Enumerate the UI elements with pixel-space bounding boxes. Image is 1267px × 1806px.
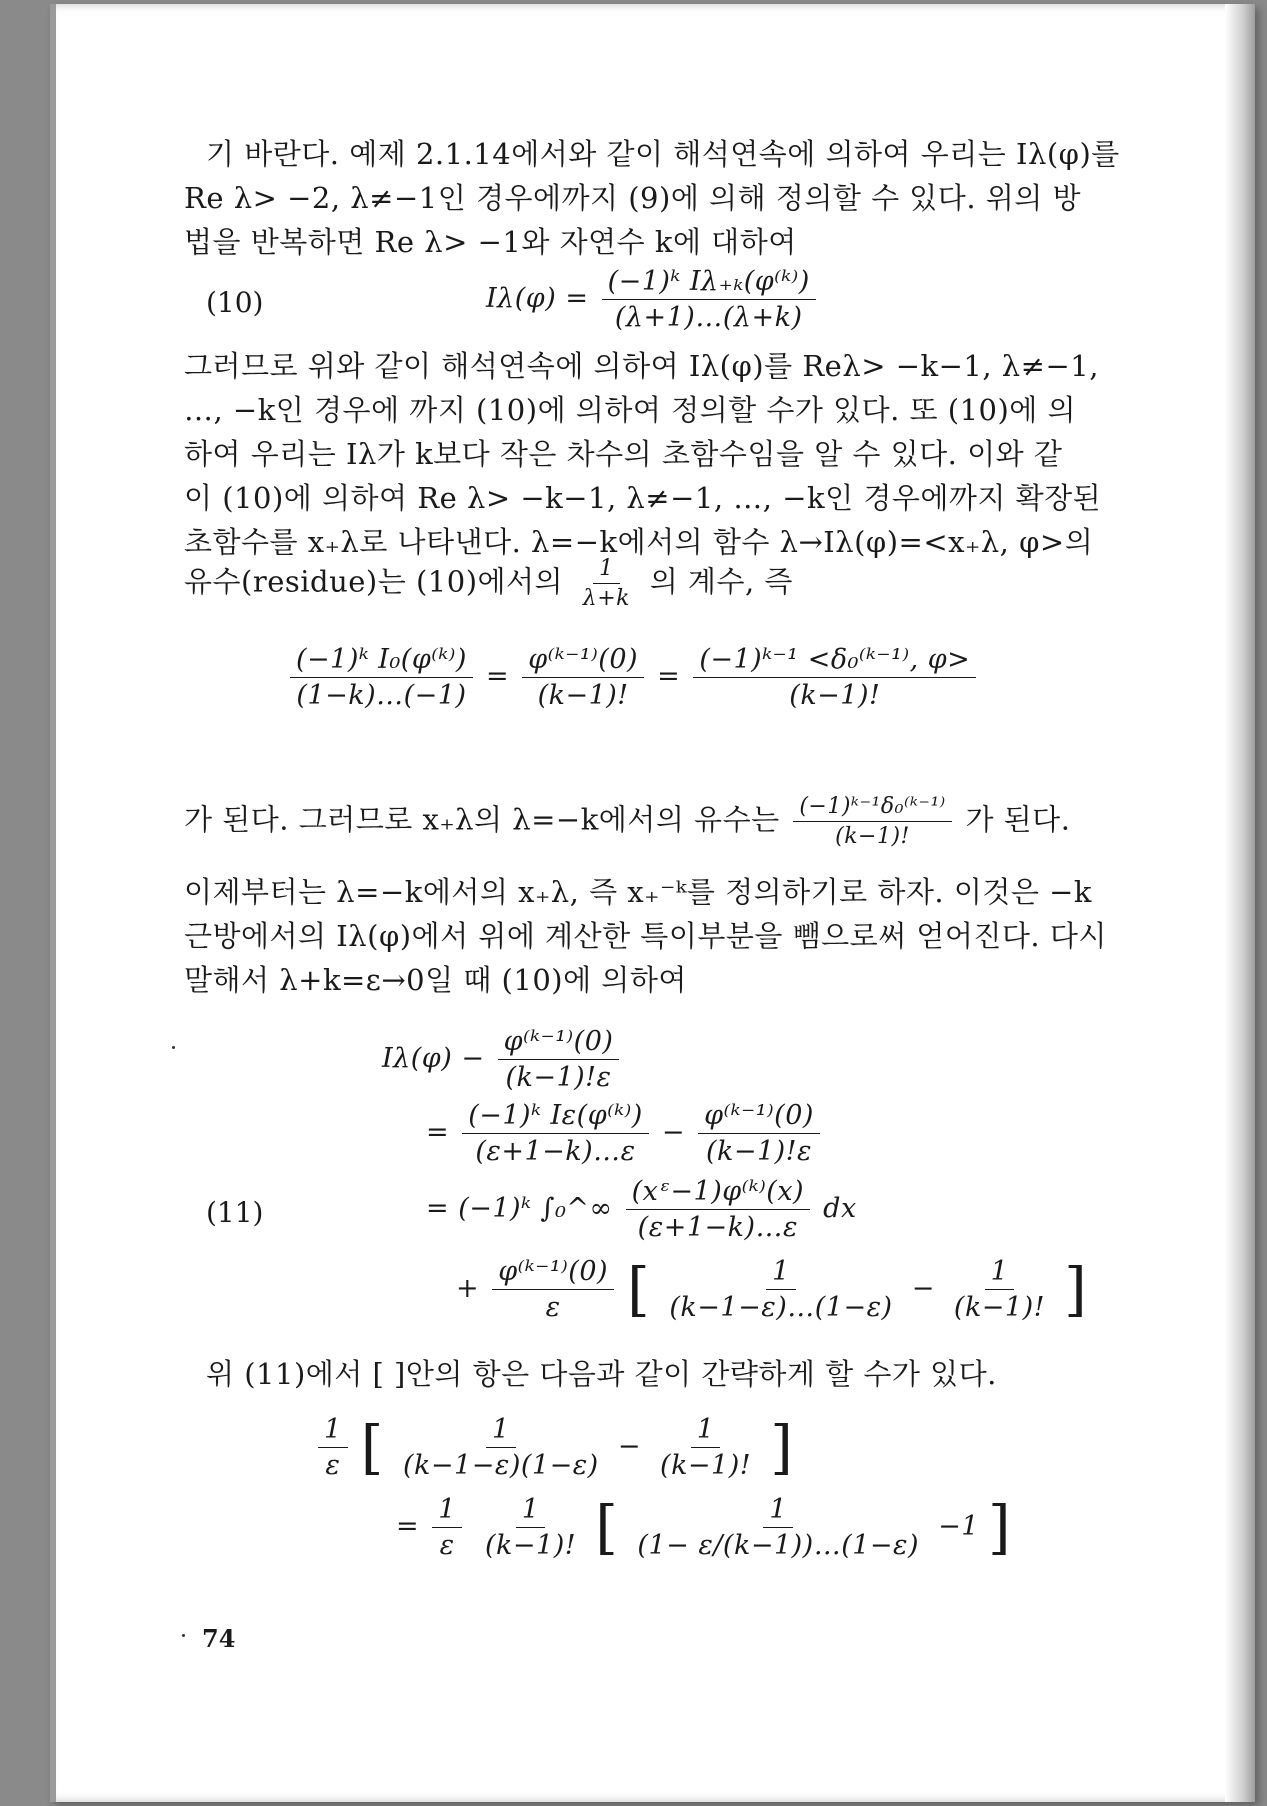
- residue-value-fraction: [793, 794, 951, 849]
- text-line-12: 근방에서의 Iλ(φ)에서 위에 계산한 특이부분을 뺌으로써 얻어진다. 다시: [184, 919, 1107, 953]
- eq11-line1-den: (k−1)!ε: [505, 1062, 612, 1093]
- residue-eq-frac-2-num: φ⁽ᵏ⁻¹⁾(0): [522, 644, 644, 678]
- eq11-line4-b-num: 1: [766, 1256, 796, 1290]
- equation-10: [486, 266, 820, 333]
- page-number: 74: [202, 1624, 236, 1653]
- eq11-line3-num: (xᵋ−1)φ⁽ᵏ⁾(x): [626, 1176, 810, 1210]
- eq10-fraction: [602, 266, 816, 333]
- equation-11-line-3: [426, 1176, 857, 1243]
- residue-eq-frac-2-den: (k−1)!: [537, 680, 629, 711]
- text-line-4: 그러므로 위와 같이 해석연속에 의하여 Iλ(φ)를 Reλ> −k−1, λ≠−1,: [184, 349, 1099, 383]
- text-line-7: 이 (10)에 의하여 Re λ> −k−1, λ≠−1, …, −k인 경우에까지 확장된: [184, 481, 1102, 515]
- residue-equation: [286, 644, 980, 711]
- book-page: [50, 4, 1255, 1802]
- text-line-13: 말해서 λ+k=ε→0일 때 (10)에 의하여: [184, 963, 687, 997]
- eq11-line4-frac-a: [492, 1256, 614, 1323]
- text-line-6: 하여 우리는 Iλ가 k보다 작은 차수의 초함수임을 알 수 있다. 이와 같: [184, 437, 1063, 471]
- residue-value-numerator: (−1)ᵏ⁻¹δ₀⁽ᵏ⁻¹⁾: [793, 794, 951, 822]
- equation-11-line-4: [456, 1256, 1087, 1323]
- text-line-3: 법을 반복하면 Re λ> −1와 자연수 k에 대하여: [184, 225, 797, 259]
- simp1-frac-a: [318, 1414, 348, 1481]
- plus-sign: +: [456, 1273, 480, 1304]
- text-line-9b: 의 계수, 즉: [649, 564, 793, 599]
- simp1-frac-c: [654, 1414, 757, 1481]
- equation-11-line-2: [426, 1100, 824, 1167]
- eq11-line2-a-num: (−1)ᵏ Iε(φ⁽ᵏ⁾): [462, 1100, 649, 1134]
- equals-sign: =: [396, 1511, 420, 1542]
- page-binding-shadow: [1225, 4, 1255, 1802]
- eq11-line1-frac: [498, 1026, 620, 1093]
- close-bracket: ]: [1064, 1255, 1088, 1324]
- eq11-line4-b-den: (k−1−ε)…(1−ε): [669, 1292, 893, 1323]
- close-bracket: ]: [770, 1413, 794, 1482]
- simp2-c-num: 1: [763, 1494, 793, 1528]
- minus-sign: −: [661, 1117, 685, 1148]
- eq11-line2-b-num: φ⁽ᵏ⁻¹⁾(0): [698, 1100, 820, 1134]
- eq11-line1-num: φ⁽ᵏ⁻¹⁾(0): [498, 1026, 620, 1060]
- eq10-lhs: Iλ(φ) =: [486, 283, 589, 314]
- residue-eq-frac-3-den: (k−1)!: [789, 680, 881, 711]
- residue-eq-frac-1-num: (−1)ᵏ I₀(φ⁽ᵏ⁾): [290, 644, 473, 678]
- simp2-a-den: ε: [439, 1530, 455, 1561]
- simp1-b-den: (k−1−ε)(1−ε): [403, 1450, 599, 1481]
- residue-eq-frac-2: [522, 644, 644, 711]
- eq11-line4-a-num: φ⁽ᵏ⁻¹⁾(0): [492, 1256, 614, 1290]
- eq11-line2-b-den: (k−1)!ε: [705, 1136, 813, 1167]
- simp2-b-num: 1: [516, 1494, 546, 1528]
- eq11-line3-dx: dx: [823, 1193, 857, 1224]
- text-line-10: [184, 794, 1070, 849]
- scan-speck: [172, 1046, 175, 1049]
- text-line-5: …, −k인 경우에 까지 (10)에 의하여 정의할 수가 있다. 또 (10)에 의: [184, 393, 1077, 427]
- simp1-frac-b: [397, 1414, 605, 1481]
- simplification-line-2: [396, 1494, 1011, 1561]
- residue-fraction: [577, 556, 636, 611]
- equals-sign: =: [485, 661, 510, 692]
- text-line-10a: 가 된다. 그러므로 x₊λ의 λ=−k에서의 유수는: [184, 802, 780, 837]
- residue-numerator: 1: [593, 556, 620, 584]
- eq11-line4-c-den: (k−1)!: [953, 1292, 1045, 1323]
- eq11-line3-frac: [626, 1176, 810, 1243]
- minus-sign: −: [911, 1273, 935, 1304]
- equals-sign: =: [426, 1117, 450, 1148]
- simp1-c-den: (k−1)!: [660, 1450, 752, 1481]
- eq11-line4-frac-b: [663, 1256, 898, 1323]
- eq11-line3-den: (ε+1−k)…ε: [637, 1212, 799, 1243]
- residue-eq-frac-3-num: (−1)ᵏ⁻¹ <δ₀⁽ᵏ⁻¹⁾, φ>: [693, 644, 976, 678]
- simp2-frac-b: [479, 1494, 582, 1561]
- equation-10-label: (10): [206, 286, 264, 319]
- text-line-14: 위 (11)에서 [ ]안의 항은 다음과 같이 간략하게 할 수가 있다.: [206, 1357, 997, 1391]
- simp2-frac-c: [631, 1494, 925, 1561]
- eq11-line1-lhs: Iλ(φ) −: [382, 1043, 485, 1074]
- eq11-line2-frac-b: [698, 1100, 820, 1167]
- equation-11-line-1: [382, 1026, 623, 1093]
- text-line-8: 초함수를 x₊λ로 나타낸다. λ=−k에서의 함수 λ→Iλ(φ)=<x₊λ, φ>의: [184, 525, 1094, 559]
- text-line-9a: 유수(residue)는 (10)에서의: [184, 564, 564, 599]
- eq11-line4-c-num: 1: [985, 1256, 1015, 1290]
- residue-eq-frac-1-den: (1−k)…(−1): [296, 680, 467, 711]
- simp2-frac-a: [432, 1494, 462, 1561]
- open-bracket: [: [360, 1413, 384, 1482]
- simplification-line-1: [314, 1414, 793, 1481]
- eq11-line2-a-den: (ε+1−k)…ε: [475, 1136, 636, 1167]
- eq11-line4-a-den: ε: [545, 1292, 561, 1323]
- eq10-numerator: (−1)ᵏ Iλ₊ₖ(φ⁽ᵏ⁾): [602, 266, 816, 300]
- open-bracket: [: [595, 1493, 619, 1562]
- text-line-2: Re λ> −2, λ≠−1인 경우에까지 (9)에 의해 정의할 수 있다. 위의 방: [184, 181, 1082, 215]
- residue-eq-frac-1: [290, 644, 473, 711]
- text-line-10b: 가 된다.: [965, 802, 1071, 837]
- equals-sign: =: [657, 661, 681, 692]
- eq10-denominator: (λ+1)…(λ+k): [614, 302, 803, 333]
- open-bracket: [: [627, 1255, 651, 1324]
- simp2-tail: −1: [938, 1511, 979, 1542]
- simp1-c-num: 1: [691, 1414, 721, 1448]
- text-line-1: 기 바란다. 예제 2.1.14에서와 같이 해석연속에 의하여 우리는 Iλ(φ)를: [206, 137, 1120, 171]
- residue-denominator: λ+k: [582, 586, 630, 611]
- text-line-11: 이제부터는 λ=−k에서의 x₊λ, 즉 x₊⁻ᵏ를 정의하기로 하자. 이것은 −k: [184, 875, 1092, 909]
- simp2-c-den: (1− ε/(k−1))…(1−ε): [637, 1530, 920, 1561]
- eq11-line2-frac-a: [462, 1100, 649, 1167]
- eq11-line4-frac-c: [948, 1256, 1051, 1323]
- close-bracket: ]: [988, 1493, 1012, 1562]
- minus-sign: −: [617, 1431, 641, 1462]
- simp1-b-num: 1: [486, 1414, 516, 1448]
- simp1-a-den: ε: [325, 1450, 341, 1481]
- scan-speck: [182, 1634, 185, 1637]
- simp2-b-den: (k−1)!: [485, 1530, 577, 1561]
- residue-value-denominator: (k−1)!: [835, 824, 910, 849]
- equation-11-label: (11): [206, 1196, 264, 1229]
- eq11-line3-prefix: = (−1)ᵏ ∫₀^∞: [426, 1193, 613, 1224]
- simp1-a-num: 1: [318, 1414, 348, 1448]
- text-line-9: [184, 556, 793, 611]
- simp2-a-num: 1: [432, 1494, 462, 1528]
- residue-eq-frac-3: [693, 644, 976, 711]
